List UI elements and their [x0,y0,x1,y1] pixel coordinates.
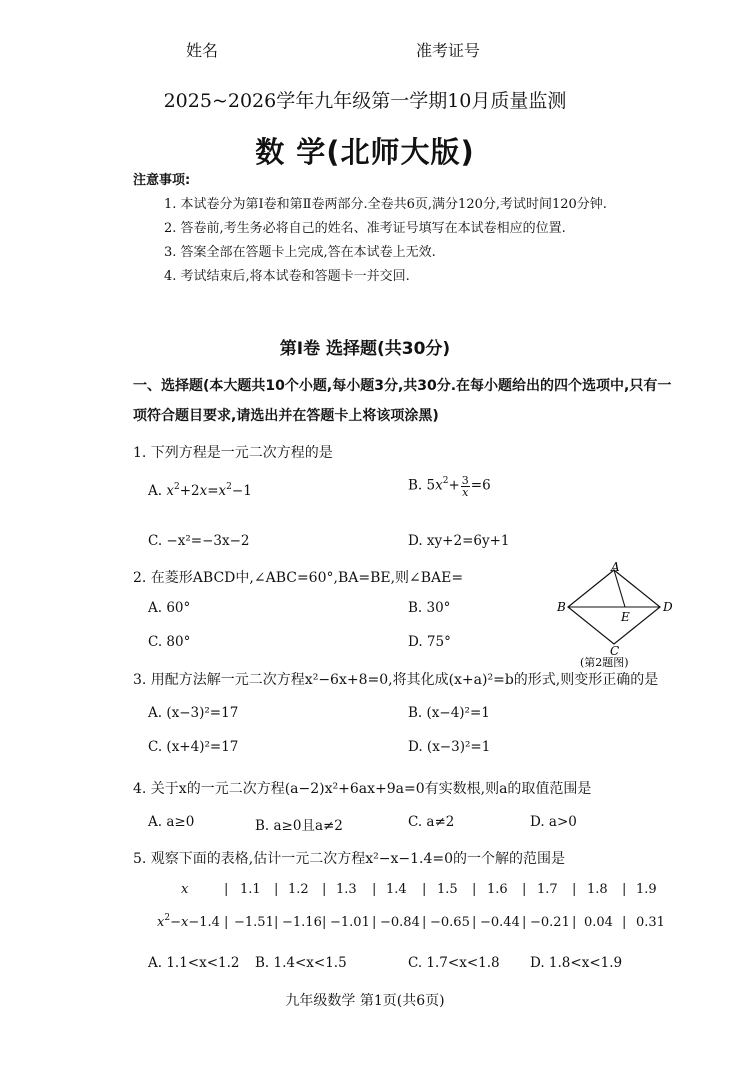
table-cell: 1.1 [240,882,261,897]
table-cell: −1.51 [234,915,274,930]
table-separator: | [372,882,377,897]
table-separator: | [622,915,627,930]
table-cell: 1.2 [288,882,309,897]
q4-stem: 4. 关于x的一元二次方程(a−2)x²+6ax+9a=0有实数根,则a的取值范围是 [133,781,592,797]
name-label: 姓名 [186,41,219,60]
q3-option-a: A. (x−3)²=17 [148,705,239,721]
table-cell: −0.44 [480,915,520,930]
table-cell: 0.31 [636,915,665,930]
table-cell: 1.7 [537,882,558,897]
table-separator: | [422,915,427,930]
notice-item-2: 2. 答卷前,考生务必将自己的姓名、准考证号填写在本试卷相应的位置. [164,221,566,236]
table-cell: −0.65 [430,915,470,930]
vertex-label-b: B [557,600,566,614]
q3-option-d: D. (x−3)²=1 [408,739,491,755]
q1-option-a: A. $x^2+2x=x^2-1$ [148,481,252,499]
part-instruction-line2: 项符合题目要求,请选出并在答题卡上将该项涂黑) [133,408,439,424]
table-separator: | [472,882,477,897]
q4-option-a: A. a≥0 [148,814,195,830]
q3-stem: 3. 用配方法解一元二次方程x²−6x+8=0,将其化成(x+a)²=b的形式,则变形正确的是 [133,672,659,688]
figure-caption: (第2题图) [580,656,629,669]
table-cell: 1.3 [336,882,357,897]
table-separator: | [224,882,229,897]
table-separator: | [522,915,527,930]
q2-option-d: D. 75° [408,634,451,650]
table-separator: | [372,915,377,930]
table-separator: | [622,882,627,897]
q5-option-c: C. 1.7<x<1.8 [408,955,500,971]
table-cell: −1.01 [330,915,370,930]
vertex-label-d: D [663,600,673,614]
page-footer: 九年级数学 第1页(共6页) [285,993,445,1009]
q5-option-d: D. 1.8<x<1.9 [530,955,623,971]
table-cell: 1.6 [487,882,508,897]
notice-item-4: 4. 考试结束后,将本试卷和答题卡一并交回. [164,269,410,284]
table-cell: 1.9 [636,882,657,897]
table-cell: 0.04 [584,915,613,930]
vertex-label-c: C [610,644,620,658]
table-separator: | [224,915,229,930]
q2-stem: 2. 在菱形ABCD中,∠ABC=60°,BA=BE,则∠BAE= [133,570,464,586]
q4-option-d: D. a>0 [530,814,577,830]
q3-option-b: B. (x−4)²=1 [408,705,490,721]
exam-title: 2025~2026学年九年级第一学期10月质量监测 [163,90,567,112]
table-separator: | [522,882,527,897]
table-separator: | [274,882,279,897]
table-cell: −1.16 [282,915,322,930]
exam-id-label: 准考证号 [416,41,481,60]
q1-stem: 1. 下列方程是一元二次方程的是 [133,445,333,461]
q1-option-b: B. $5x^2+$ $\frac{3}{x}$ =6 [408,474,491,499]
q2-option-c: C. 80° [148,634,191,650]
q5-option-a: A. 1.1<x<1.2 [148,955,240,971]
section-title: 第Ⅰ卷 选择题(共30分) [279,339,451,359]
table-cell: 1.8 [587,882,608,897]
table-separator: | [322,882,327,897]
q3-option-c: C. (x+4)²=17 [148,739,239,755]
q4-option-b: B. a≥0且a≠2 [255,818,343,834]
table-separator: | [274,915,279,930]
q1-option-c: C. −x²=−3x−2 [148,533,250,549]
table-separator: | [472,915,477,930]
q2-option-b: B. 30° [408,600,451,616]
subject-title: 数 学(北师大版) [255,135,475,169]
table-cell: −0.84 [380,915,420,930]
notice-heading: 注意事项: [133,173,191,188]
q5-option-b: B. 1.4<x<1.5 [255,955,347,971]
point-label-e: E [621,610,630,624]
q4-option-c: C. a≠2 [408,814,455,830]
table-separator: | [422,882,427,897]
part-instruction-line1: 一、选择题(本大题共10个小题,每小题3分,共30分.在每小题给出的四个选项中,只有一 [133,378,672,394]
fraction-3-over-x: $\frac{3}{x}$ [461,474,469,499]
table-cell: 1.4 [386,882,407,897]
rhombus-figure [550,558,685,670]
segment-ae [614,570,625,607]
table-row2-label: $x^2-x-1.4$ [157,912,220,930]
q2-option-a: A. 60° [148,600,191,616]
table-cell: 1.5 [437,882,458,897]
q1-option-d: D. xy+2=6y+1 [408,533,510,549]
notice-item-1: 1. 本试卷分为第Ⅰ卷和第Ⅱ卷两部分.全卷共6页,满分120分,考试时间120分钟. [164,197,607,212]
table-separator: | [322,915,327,930]
notice-item-3: 3. 答案全部在答题卡上完成,答在本试卷上无效. [164,245,436,260]
table-row1-label: x [181,882,189,897]
table-cell: −0.21 [530,915,570,930]
table-separator: | [572,882,577,897]
vertex-label-a: A [611,560,620,574]
table-separator: | [572,915,577,930]
q5-stem: 5. 观察下面的表格,估计一元二次方程x²−x−1.4=0的一个解的范围是 [133,851,566,867]
